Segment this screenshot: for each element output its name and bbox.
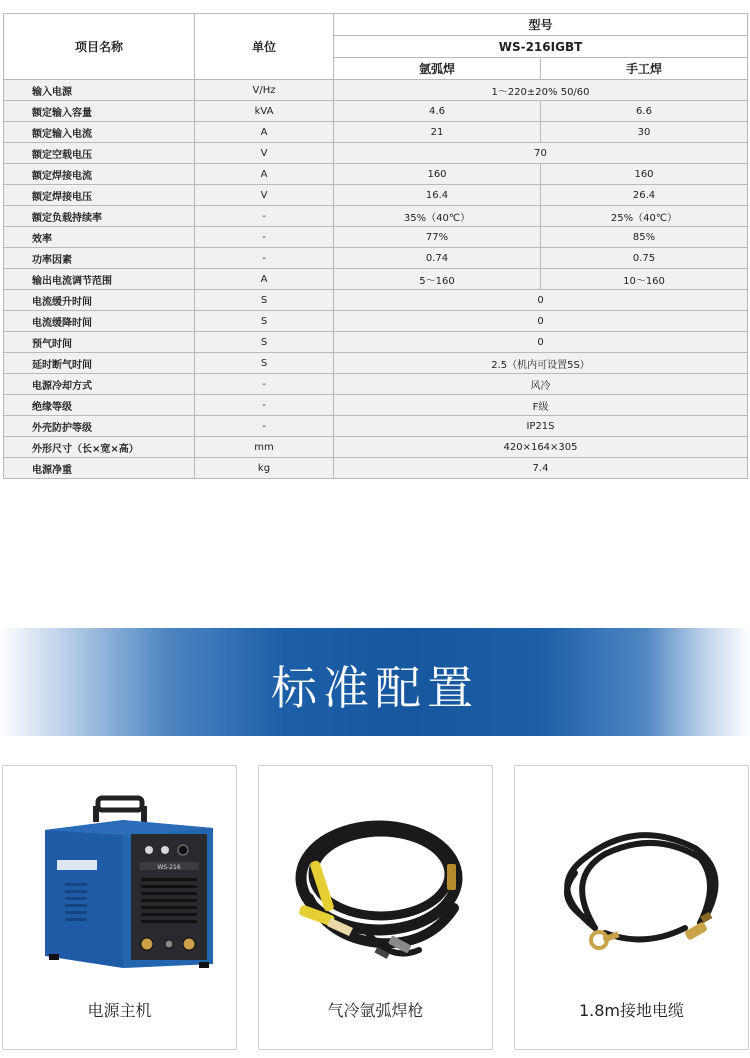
spec-value-argon: 4.6	[334, 101, 541, 122]
spec-unit: S	[195, 332, 334, 353]
table-row	[4, 248, 748, 269]
spec-value-argon: 16.4	[334, 185, 541, 206]
header-manual-welding: 手工焊	[541, 58, 748, 80]
spec-name: 额定空载电压	[4, 143, 195, 164]
spec-value-argon: 0.74	[334, 248, 541, 269]
table-row	[4, 332, 748, 353]
spec-unit: -	[195, 227, 334, 248]
spec-unit: S	[195, 290, 334, 311]
spec-name: 电流缓升时间	[4, 290, 195, 311]
spec-value: 7.4	[334, 458, 748, 479]
ground-cable-image	[525, 778, 740, 978]
table-row	[4, 227, 748, 248]
standard-config-banner	[0, 628, 750, 736]
spec-name: 额定输入容量	[4, 101, 195, 122]
spec-name: 效率	[4, 227, 195, 248]
card-caption-tig-torch: 气冷氩弧焊枪	[327, 1001, 424, 1020]
header-model-value: WS-216IGBT	[334, 36, 748, 58]
spec-value-argon: 77%	[334, 227, 541, 248]
spec-value-manual: 26.4	[541, 185, 748, 206]
welder-machine-image	[13, 778, 228, 978]
spec-name: 额定焊接电压	[4, 185, 195, 206]
table-row	[4, 416, 748, 437]
spec-name: 预气时间	[4, 332, 195, 353]
card-power-unit	[2, 765, 237, 1050]
spec-value-argon: 5～160	[334, 269, 541, 290]
banner-title: 标准配置	[271, 661, 479, 715]
spec-value-manual: 30	[541, 122, 748, 143]
spec-name: 电流缓降时间	[4, 311, 195, 332]
table-row	[4, 353, 748, 374]
table-row	[4, 164, 748, 185]
spec-name: 绝缘等级	[4, 395, 195, 416]
table-row	[4, 80, 748, 101]
header-unit: 单位	[195, 14, 334, 80]
spec-name: 电源冷却方式	[4, 374, 195, 395]
spec-unit: -	[195, 248, 334, 269]
spec-unit: kVA	[195, 101, 334, 122]
table-row	[4, 101, 748, 122]
spec-value: 1～220±20% 50/60	[334, 80, 748, 101]
header-item-name: 项目名称	[4, 14, 195, 80]
spec-unit: -	[195, 395, 334, 416]
tig-torch-image	[269, 778, 484, 978]
spec-name: 额定输入电流	[4, 122, 195, 143]
spec-unit: V/Hz	[195, 80, 334, 101]
card-ground-cable	[514, 765, 749, 1050]
spec-unit: A	[195, 269, 334, 290]
table-row	[4, 437, 748, 458]
spec-unit: A	[195, 164, 334, 185]
spec-unit: -	[195, 374, 334, 395]
spec-value: 70	[334, 143, 748, 164]
spec-value-manual: 6.6	[541, 101, 748, 122]
spec-unit: S	[195, 311, 334, 332]
spec-value-argon: 35%（40℃）	[334, 206, 541, 227]
spec-value-argon: 160	[334, 164, 541, 185]
spec-value-manual: 160	[541, 164, 748, 185]
spec-name: 外形尺寸（长×宽×高）	[4, 437, 195, 458]
header-model-label: 型号	[334, 14, 748, 36]
spec-value-manual: 25%（40℃）	[541, 206, 748, 227]
spec-name: 额定负载持续率	[4, 206, 195, 227]
table-row	[4, 143, 748, 164]
header-argon-welding: 氩弧焊	[334, 58, 541, 80]
table-row	[4, 395, 748, 416]
spec-value-manual: 85%	[541, 227, 748, 248]
card-caption-ground-cable: 1.8m接地电缆	[578, 1001, 685, 1020]
spec-unit: V	[195, 185, 334, 206]
spec-value: 420×164×305	[334, 437, 748, 458]
spec-name: 输出电流调节范围	[4, 269, 195, 290]
card-caption-power-unit: 电源主机	[87, 1001, 152, 1020]
spec-unit: -	[195, 206, 334, 227]
spec-unit: V	[195, 143, 334, 164]
spec-unit: mm	[195, 437, 334, 458]
spec-value-argon: 21	[334, 122, 541, 143]
spec-name: 额定焊接电流	[4, 164, 195, 185]
card-tig-torch	[258, 765, 493, 1050]
spec-name: 外壳防护等级	[4, 416, 195, 437]
spec-unit: kg	[195, 458, 334, 479]
spec-name: 输入电源	[4, 80, 195, 101]
spec-value: IP21S	[334, 416, 748, 437]
spec-value: F级	[334, 395, 748, 416]
spec-value-manual: 10～160	[541, 269, 748, 290]
machine-model-label: WS-216	[157, 864, 181, 871]
spec-name: 电源净重	[4, 458, 195, 479]
spec-value: 风冷	[334, 374, 748, 395]
table-row	[4, 206, 748, 227]
spec-unit: A	[195, 122, 334, 143]
spec-value: 0	[334, 290, 748, 311]
table-row	[4, 290, 748, 311]
table-row	[4, 458, 748, 479]
table-row	[4, 185, 748, 206]
spec-unit: -	[195, 416, 334, 437]
spec-value-manual: 0.75	[541, 248, 748, 269]
spec-name: 延时断气时间	[4, 353, 195, 374]
table-row	[4, 374, 748, 395]
spec-unit: S	[195, 353, 334, 374]
table-row	[4, 269, 748, 290]
spec-value: 2.5（机内可设置5S）	[334, 353, 748, 374]
spec-value: 0	[334, 332, 748, 353]
spec-table	[3, 13, 748, 479]
table-row	[4, 122, 748, 143]
spec-name: 功率因素	[4, 248, 195, 269]
spec-value: 0	[334, 311, 748, 332]
table-row	[4, 311, 748, 332]
